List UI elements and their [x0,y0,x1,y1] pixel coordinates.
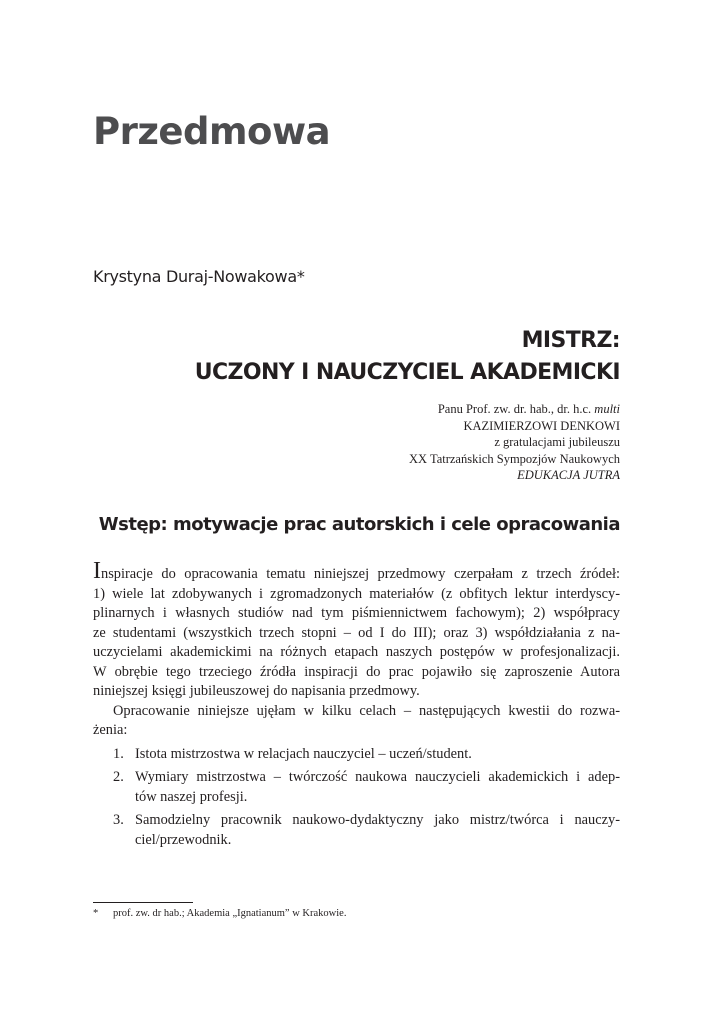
text-line: uczycielami akademickimi na różnych etapach naszych postępów w profesjonalizacji. [93,644,620,660]
list-item [93,768,620,807]
list-number: 3. [113,812,124,828]
text-line: żenia: [93,722,128,738]
article-title [195,325,620,389]
body-text [93,558,620,854]
text-line: W obrębie tego trzeciego źródła inspiracji do prac pojawiło się zaproszenie Autora [93,663,620,680]
footnote [93,907,346,921]
text-line: plinarnych i własnych studiów nad tym piśmiennictwem fachowym); 2) współpracy [93,605,620,621]
list-number: 2. [113,769,124,785]
text-line: ciel/przewodnik. [135,831,232,848]
dedication-line [409,467,620,484]
dedication-line [409,401,620,418]
text-line: 1) wiele lat zdobywanych i zgromadzonych materiałów (z obfitych lektur interdyscy- [93,585,620,602]
dedication-line-text: Panu Prof. zw. dr. hab., dr. h.c. [437,402,595,416]
text-line: Samodzielny pracownik naukowo-dydaktyczny jako mistrz/twórca i nauczy- [135,812,620,828]
article-title-line: UCZONY I NAUCZYCIEL AKADEMICKI [194,360,620,385]
drop-cap: I [93,558,101,584]
dedication-line: KAZIMIERZOWI DENKOWI [463,418,620,433]
text-line: ze studentami (wszystkich trzech stopni – od I do III); oraz 3) współdziałania z na- [93,624,620,641]
text-line: Istota mistrzostwa w relacjach nauczyciel – uczeń/student. [135,745,472,762]
paragraph [93,558,620,702]
dedication-line: z gratulacjami jubileuszu [494,435,620,450]
dedication-italic: multi [594,402,620,416]
text-line: Opracowanie niniejsze ujęłam w kilku celach – następujących kwestii do rozwa- [113,702,620,719]
text-line: Wymiary mistrzostwa – twórczość naukowa nauczycieli akademickich i adep- [135,769,620,785]
article-title-line: MISTRZ: [521,328,620,353]
text-line: Inspiracje do opracowania tematu niniejszej przedmowy czerpałam z trzech źródeł: [93,558,620,584]
text-line: niniejszej księgi jubileuszowej do napisania przedmowy. [93,683,420,699]
dedication-italic: EDUKACJA JUTRA [517,468,620,483]
list-number: 1. [113,745,124,762]
section-heading: Wstęp: motywacje prac autorskich i cele opracowania [98,514,620,535]
list-item [93,745,620,765]
chapter-title: Przedmowa [93,110,331,153]
footnote-mark: * [93,908,99,919]
author-name: Krystyna Duraj-Nowakowa* [93,267,305,286]
footnote-divider [93,902,193,903]
paragraph [93,702,620,741]
numbered-list [93,745,620,851]
text-line: tów naszej profesji. [135,788,248,805]
footnote-text: prof. zw. dr hab.; Akademia „Ignatianum” w Krakowie. [113,908,347,919]
list-item [93,811,620,850]
dedication-line: XX Tatrzańskich Sympozjów Naukowych [408,451,620,466]
dedication [409,401,620,484]
